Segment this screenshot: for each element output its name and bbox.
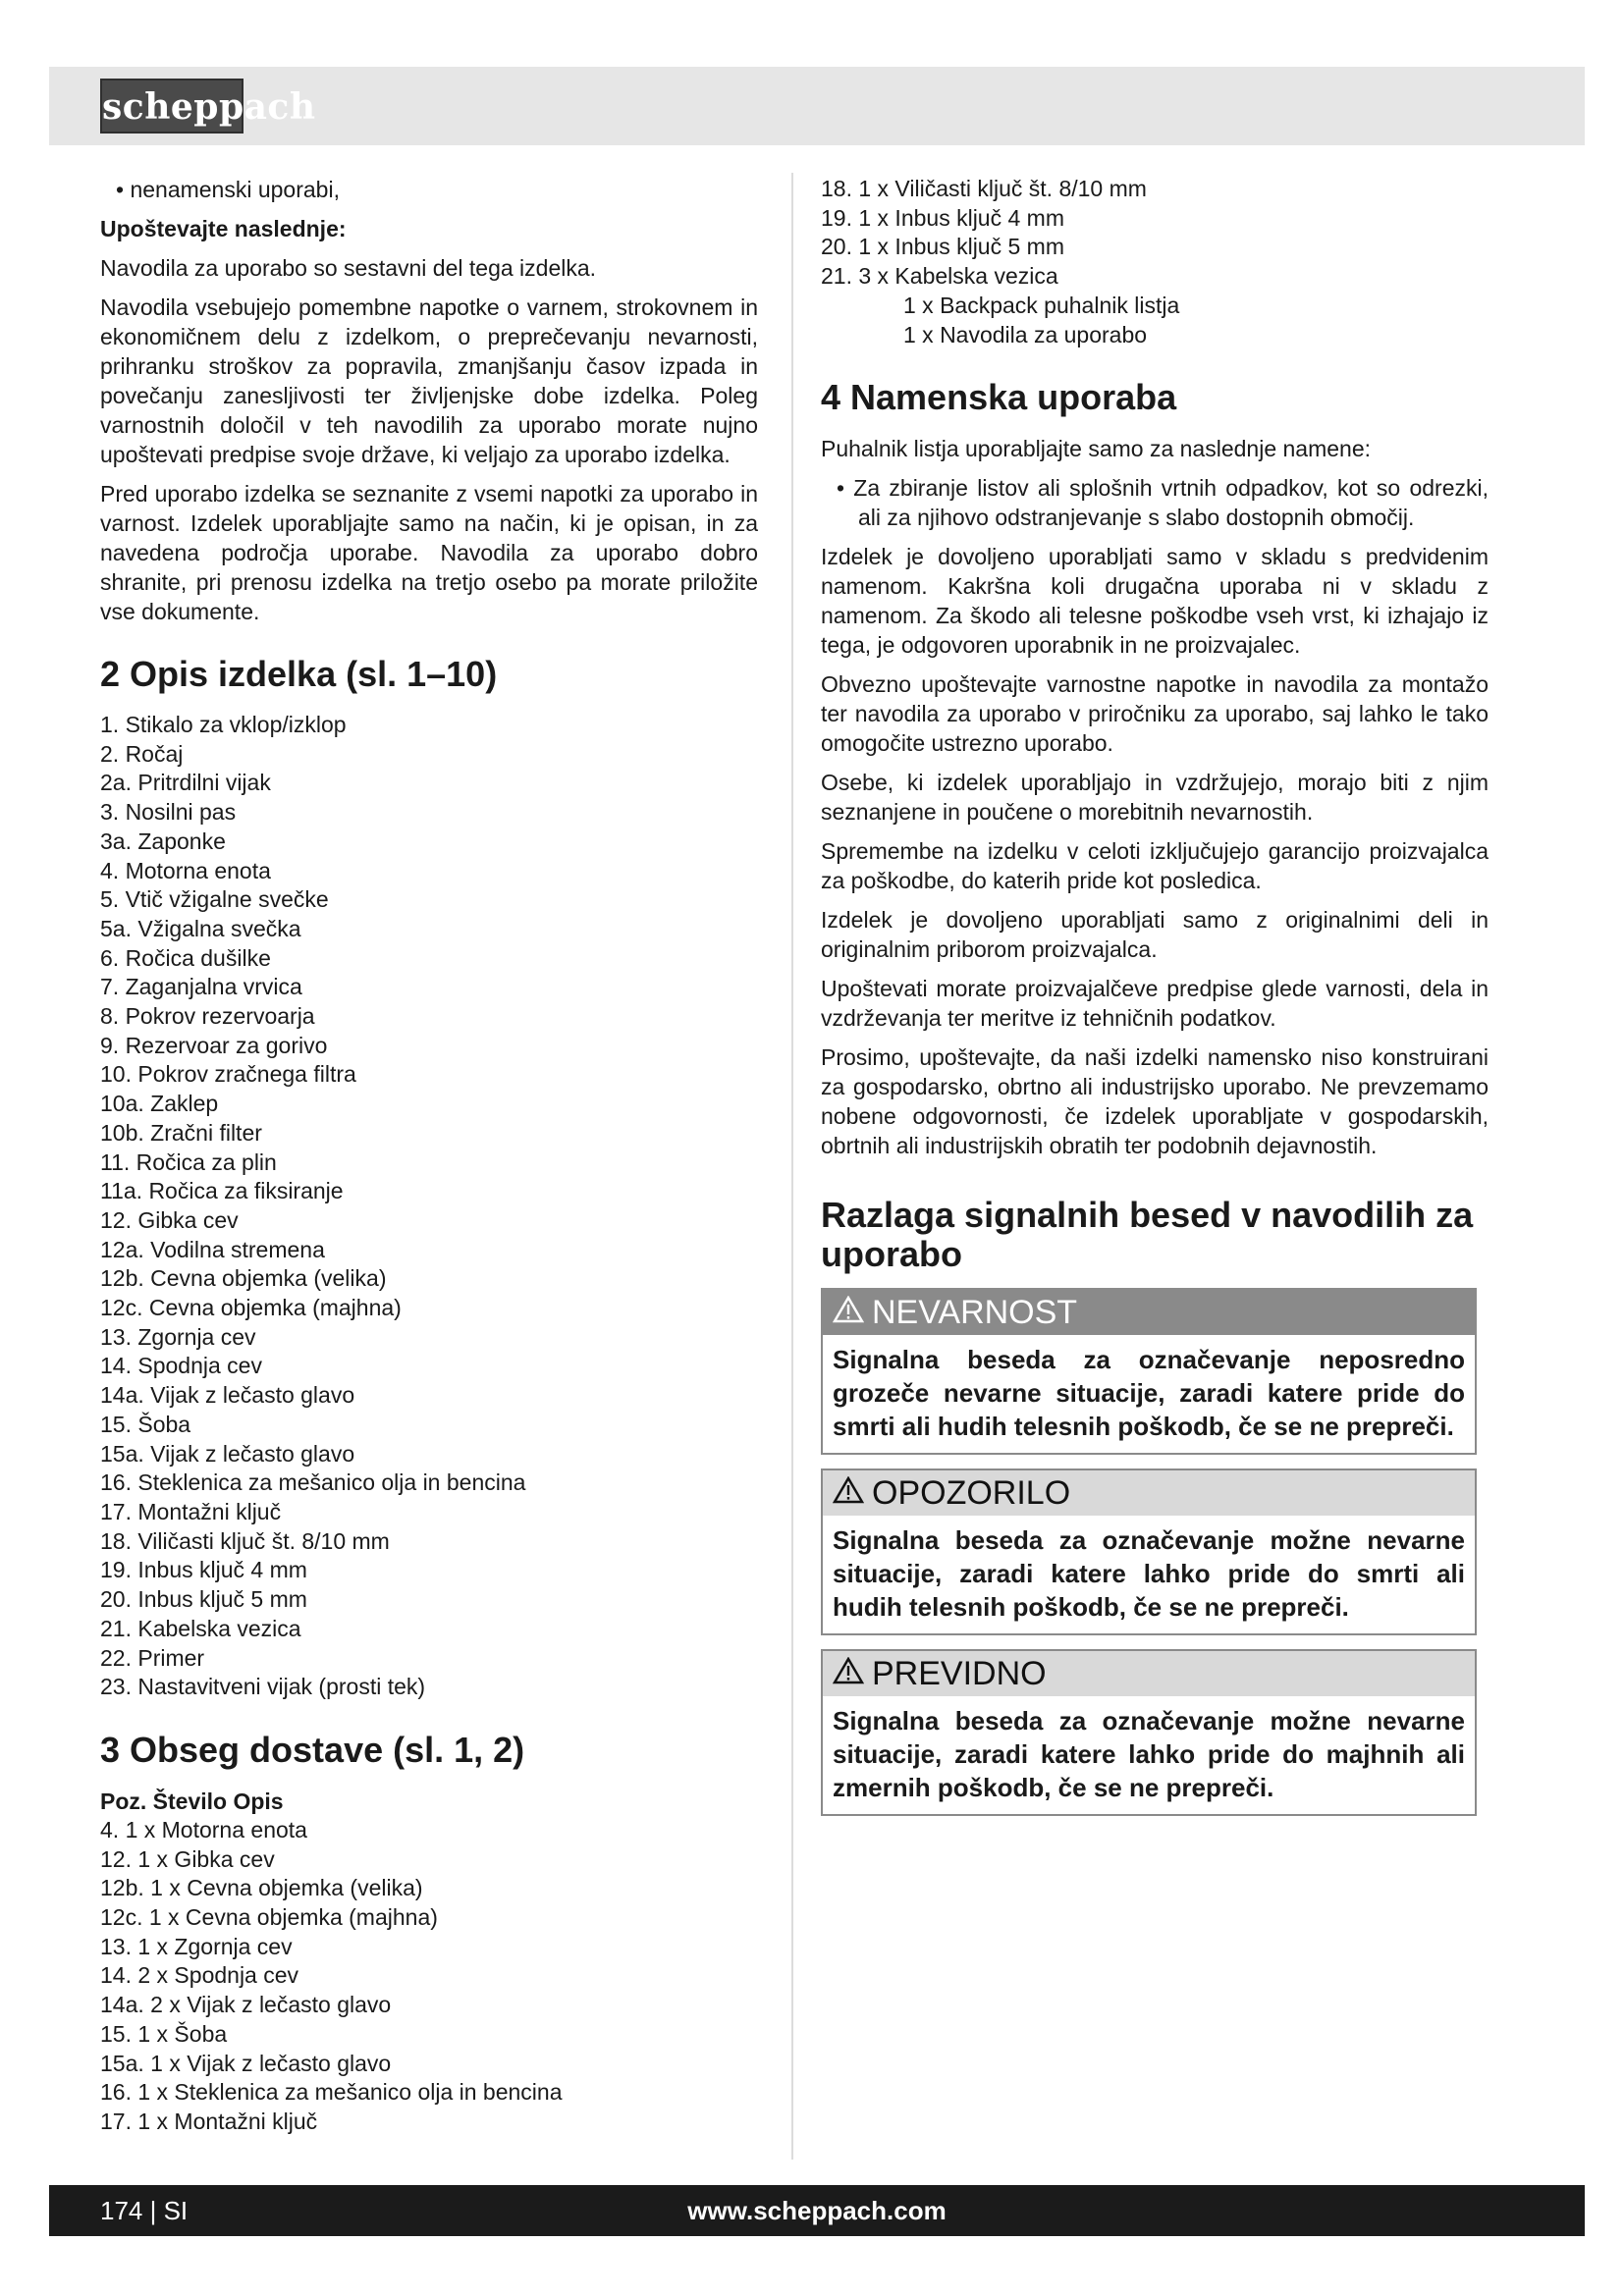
list-item: 12b. Cevna objemka (velika) <box>100 1265 387 1292</box>
list-item: 13. 1 x Zgornja cev <box>100 1933 293 1959</box>
caution-text: Signalna beseda za označevanje možne nevarne situacije, zaradi katere lahko pride do majhnih ali zmernih poškodb, če se ne prepreči. <box>833 1706 1465 1803</box>
list-item: 15a. Vijak z lečasto glavo <box>100 1440 355 1467</box>
list-item: 6. Ročica dušilke <box>100 944 271 971</box>
website-link[interactable]: www.scheppach.com <box>687 2196 947 2225</box>
list-item: 13. Zgornja cev <box>100 1323 256 1350</box>
section-3-title: 3 Obseg dostave (sl. 1, 2) <box>100 1729 525 1770</box>
list-item: 12. Gibka cev <box>100 1206 239 1233</box>
right-column <box>821 175 1489 1830</box>
list-item: 5. Vtič vžigalne svečke <box>100 886 329 913</box>
danger-box-header <box>823 1290 1475 1335</box>
intro-paragraph: Navodila vsebujejo pomembne napotke o varnem, strokovnem in ekonomičnem delu z izdelkom, o preprečevanju nevarnosti, prihranku stroškov za popravila, zmanjšanju časov izpada in povečanju zanesljivosti ter življenjske dobe izdelka. Poleg varnostnih določil v teh navodilih za uporabo morate nujno upoštevati predpise svoje države, ki veljajo za uporabo izdelka. <box>100 294 758 467</box>
usage-paragraph: Izdelek je dovoljeno uporabljati samo v skladu s predvidenim namenom. Kakršna koli drugačna uporaba ni v skladu z namenom. Za škodo ali telesne poškodbe vseh vrst, ki izhajajo iz tega, je odgovoren uporabnik in ne proizvajalec. <box>821 544 1489 659</box>
page-number: 174 | SI <box>100 2196 189 2225</box>
list-item: 15. Šoba <box>100 1411 191 1437</box>
list-item: 2a. Pritrdilni vijak <box>100 770 271 796</box>
danger-label: NEVARNOST <box>872 1294 1078 1332</box>
list-item: 11a. Ročica za fiksiranje <box>100 1178 344 1204</box>
usage-paragraph: Spremembe na izdelku v celoti izključujejo garancijo proizvajalca za poškodbe, do katerih pride kot posledica. <box>821 838 1489 894</box>
list-item: 16. Steklenica za mešanico olja in bencina <box>100 1469 526 1496</box>
scheppach-logo: scheppach <box>100 79 244 133</box>
warning-triangle-icon <box>833 1290 864 1335</box>
warning-triangle-icon <box>833 1470 864 1516</box>
usage-paragraph: Obvezno upoštevajte varnostne napotke in navodila za montažo ter navodila za uporabo v priročniku za uporabo, saj lahko le tako omogočite ustrezno uporabo. <box>821 671 1489 757</box>
usage-paragraph: Upoštevati morate proizvajalčeve predpise glede varnosti, dela in vzdrževanja ter meritve iz tehničnih podatkov. <box>821 976 1489 1032</box>
list-item: 3a. Zaponke <box>100 828 226 854</box>
list-item: 15. 1 x Šoba <box>100 2020 228 2047</box>
intro-paragraph: Pred uporabo izdelka se seznanite z vsemi napotki za uporabo in varnost. Izdelek uporabljajte samo na način, ki je opisan, in za navedena področja uporabe. Navodila za uporabo dobro shranite, pri prenosu izdelka na tretjo osebo pa morate priložite vse dokumente. <box>100 481 758 624</box>
section-4-title: 4 Namenska uporaba <box>821 377 1177 418</box>
list-item: 21. 3 x Kabelska vezica <box>821 263 1058 290</box>
list-item: 10. Pokrov zračnega filtra <box>100 1061 356 1088</box>
list-item: 14. 2 x Spodnja cev <box>100 1962 299 1989</box>
list-item: 19. Inbus ključ 4 mm <box>100 1557 307 1583</box>
list-item: 21. Kabelska vezica <box>100 1615 301 1641</box>
section-2-title: 2 Opis izdelka (sl. 1–10) <box>100 654 498 694</box>
warning-box-header <box>823 1470 1475 1516</box>
left-column <box>100 175 758 2147</box>
usage-paragraph: Izdelek je dovoljeno uporabljati samo z originalnimi deli in originalnim priborom proizvajalca. <box>821 907 1489 963</box>
list-item: 20. Inbus ključ 5 mm <box>100 1586 307 1613</box>
list-item: 22. Primer <box>100 1644 205 1671</box>
delivery-subheading: Poz. Število Opis <box>100 1788 284 1814</box>
list-item: 18. Viličasti ključ št. 8/10 mm <box>100 1527 390 1554</box>
list-item: 18. 1 x Viličasti ključ št. 8/10 mm <box>821 176 1147 201</box>
signal-words-title: Razlaga signalnih besed v navodilih za uporabo <box>821 1195 1474 1275</box>
warning-box <box>821 1468 1477 1635</box>
list-item: 12c. 1 x Cevna objemka (majhna) <box>100 1904 438 1931</box>
list-item: 12. 1 x Gibka cev <box>100 1845 275 1872</box>
intro-bullet: • nenamenski uporabi, <box>116 177 340 202</box>
usage-bullet: • Za zbiranje listov ali splošnih vrtnih odpadkov, kot so odrezki, ali za njihovo odstranjevanje s slabo dostopnih območij. <box>837 475 1489 531</box>
list-item: 12b. 1 x Cevna objemka (velika) <box>100 1875 423 1901</box>
footer-bar <box>49 2185 1585 2236</box>
list-item: 14. Spodnja cev <box>100 1353 262 1379</box>
caution-label: PREVIDNO <box>872 1655 1047 1693</box>
list-item: 12a. Vodilna stremena <box>100 1236 325 1262</box>
danger-box <box>821 1288 1477 1455</box>
usage-paragraph: Prosimo, upoštevajte, da naši izdelki namensko niso konstruirani za gospodarsko, obrtno ali industrijsko uporabo. Ne prevzemamo nobene odgovornosti, če izdelek uporabljate v gospodarskih, obrtnih ali industrijskih obratih ter podobnih dejavnostih. <box>821 1044 1489 1159</box>
list-item: 20. 1 x Inbus ključ 5 mm <box>821 234 1064 260</box>
list-item: 1 x Navodila za uporabo <box>903 321 1148 347</box>
list-item: 7. Zaganjalna vrvica <box>100 974 302 1000</box>
list-item: 2. Ročaj <box>100 740 184 767</box>
list-item: 16. 1 x Steklenica za mešanico olja in bencina <box>100 2079 563 2106</box>
delivery-list-right <box>821 175 1489 349</box>
list-item: 5a. Vžigalna svečka <box>100 915 301 941</box>
list-item: 8. Pokrov rezervoarja <box>100 1003 315 1030</box>
list-item: 4. 1 x Motorna enota <box>100 1816 307 1842</box>
intro-heading: Upoštevajte naslednje: <box>100 216 347 241</box>
column-divider <box>791 173 793 2160</box>
warning-triangle-icon <box>833 1651 864 1696</box>
list-item: 23. Nastavitveni vijak (prosti tek) <box>100 1674 426 1700</box>
caution-box <box>821 1649 1477 1816</box>
list-item: 19. 1 x Inbus ključ 4 mm <box>821 204 1064 231</box>
list-item: 1 x Backpack puhalnik listja <box>903 292 1180 318</box>
list-item: 10b. Zračni filter <box>100 1119 262 1146</box>
usage-intro: Puhalnik listja uporabljajte samo za naslednje namene: <box>821 436 1372 462</box>
warning-label: OPOZORILO <box>872 1474 1071 1513</box>
delivery-list-left <box>100 1816 758 2137</box>
header-bar <box>49 67 1585 145</box>
caution-box-header <box>823 1651 1475 1696</box>
list-item: 1. Stikalo za vklop/izklop <box>100 712 347 737</box>
list-item: 9. Rezervoar za gorivo <box>100 1032 328 1058</box>
list-item: 17. 1 x Montažni ključ <box>100 2108 318 2134</box>
list-item: 14a. 2 x Vijak z lečasto glavo <box>100 1992 392 2018</box>
list-item: 10a. Zaklep <box>100 1091 219 1117</box>
intro-paragraph: Navodila za uporabo so sestavni del tega izdelka. <box>100 255 597 281</box>
list-item: 11. Ročica za plin <box>100 1148 277 1175</box>
list-item: 12c. Cevna objemka (majhna) <box>100 1295 402 1321</box>
list-item: 14a. Vijak z lečasto glavo <box>100 1382 355 1409</box>
danger-text: Signalna beseda za označevanje neposredno grozeče nevarne situacije, zaradi katere pride do smrti ali hudih telesnih poškodb, če se ne prepreči. <box>833 1345 1465 1442</box>
list-item: 4. Motorna enota <box>100 857 271 883</box>
list-item: 3. Nosilni pas <box>100 799 237 826</box>
usage-paragraph: Osebe, ki izdelek uporabljajo in vzdržujejo, morajo biti z njim seznanjene in poučene o morebitnih nevarnostih. <box>821 770 1489 826</box>
parts-list <box>100 711 758 1702</box>
list-item: 15a. 1 x Vijak z lečasto glavo <box>100 2050 392 2076</box>
warning-text: Signalna beseda za označevanje možne nevarne situacije, zaradi katere lahko pride do smrti ali hudih telesnih poškodb, če se ne prepreči. <box>833 1525 1465 1623</box>
list-item: 17. Montažni ključ <box>100 1498 282 1524</box>
